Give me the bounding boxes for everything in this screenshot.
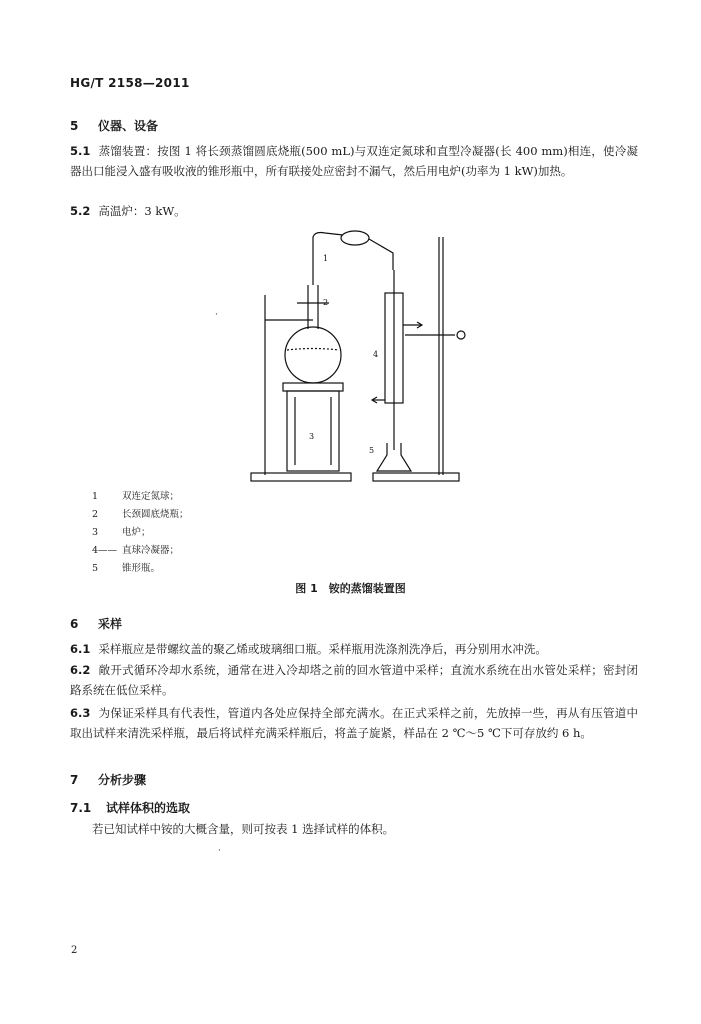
section-title: 分析步骤 (98, 773, 147, 787)
section-6-heading (70, 615, 122, 632)
legend-row: 1 双连定氮球； (92, 491, 180, 502)
clause-text: 高温炉：3 kW。 (98, 204, 186, 218)
figure-label: 5 (369, 446, 375, 455)
furnace-top (283, 383, 343, 391)
clause-text: 蒸馏装置：按图 1 将长颈蒸馏圆底烧瓶(500 mL)与双连定氮球和直型冷凝器(长 400 mm)相连，使冷凝器出口能浸入盛有吸收液的锥形瓶中，所有联接处应密封不漏气，然后用电炉(功率为 1 kW)加热。 (70, 144, 638, 178)
figure-caption: 图 1 铵的蒸馏装置图 (295, 582, 406, 595)
nitrogen-bulb (341, 231, 369, 245)
legend-row: 5 锥形瓶。 (92, 563, 161, 574)
paragraph-5-2 (70, 202, 638, 222)
clause-number: 5.2 (70, 204, 91, 218)
legend-row: 3 电炉； (92, 527, 151, 538)
figure-label: 1 (323, 254, 329, 263)
section-number: 5 (70, 119, 79, 133)
clause-number: 5.1 (70, 144, 91, 158)
clamp-knob-icon (457, 331, 465, 339)
clause-number: 7.1 (70, 801, 92, 815)
clause-number: 6.3 (70, 706, 91, 720)
legend-row: 2 长颈圆底烧瓶； (92, 509, 189, 520)
left-stand-base (251, 473, 351, 481)
legend-row: 4—— 直球冷凝器； (92, 545, 180, 556)
flask-liquid (287, 349, 339, 351)
clause-title: 试样体积的选取 (106, 801, 191, 815)
scan-speck: · (215, 310, 218, 320)
section-5-heading (70, 117, 158, 134)
section-7-heading (70, 771, 146, 788)
section-number: 6 (70, 617, 79, 631)
clause-text: 为保证采样具有代表性，管道内各处应保持全部充满水。在正式采样之前，先放掉一些，再从有压管道中取出试样来清洗采样瓶，最后将试样充满采样瓶后，将盖子旋紧，样品在 2 ℃～5 ℃下可存放约 6 h。 (70, 706, 638, 740)
paragraph-6-1 (70, 640, 638, 660)
clause-number: 6.1 (70, 642, 91, 656)
section-title: 采样 (98, 617, 123, 631)
page-number: 2 (71, 945, 78, 956)
figure-label: 3 (309, 432, 315, 441)
right-stand-base (373, 473, 459, 481)
paragraph-6-2 (70, 661, 638, 700)
figure-legend (92, 488, 189, 578)
figure-label: 2 (323, 298, 329, 307)
paragraph-7-1: 若已知试样中铵的大概含量，则可按表 1 选择试样的体积。 (92, 822, 395, 836)
standard-number: HG/T 2158—2011 (70, 76, 190, 90)
figure-label: 4 (373, 350, 379, 359)
clause-number: 6.2 (70, 663, 91, 677)
clause-text: 采样瓶应是带螺纹盖的聚乙烯或玻璃细口瓶。采样瓶用洗涤剂洗净后，再分别用水冲洗。 (98, 642, 547, 656)
clause-text: 敞开式循环冷却水系统，通常在进入冷却塔之前的回水管道中采样；直流水系统在出水管处采样；密封闭路系统在低位采样。 (70, 663, 638, 697)
section-number: 7 (70, 773, 79, 787)
paragraph-5-1 (70, 142, 638, 181)
paragraph-6-3 (70, 704, 638, 743)
distillation-apparatus-figure (235, 225, 475, 487)
round-bottom-flask (285, 327, 341, 383)
section-title: 仪器、设备 (98, 119, 159, 133)
connecting-tube (369, 239, 393, 270)
scan-speck: · (218, 846, 221, 856)
subsection-7-1-heading (70, 799, 190, 816)
